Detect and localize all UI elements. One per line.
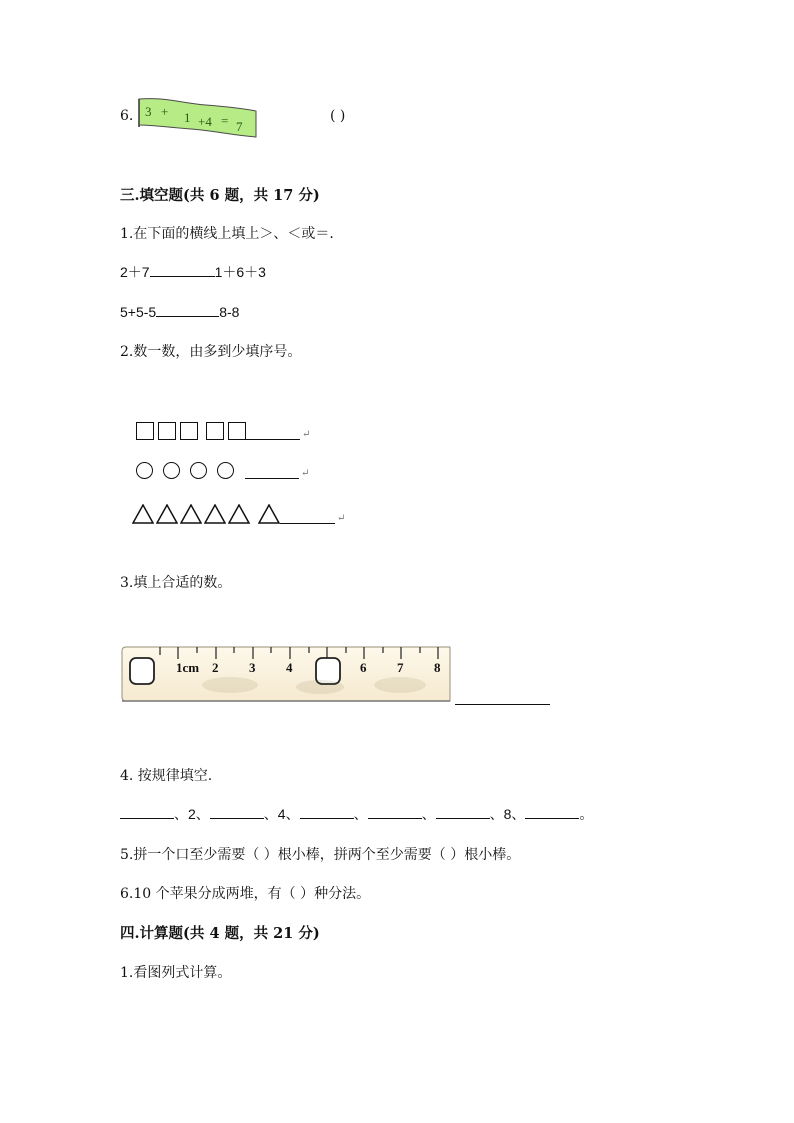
- ruler-label: 6: [360, 660, 367, 675]
- ruler-label: 8: [434, 660, 441, 675]
- sequence-line: [120, 804, 593, 824]
- banner-op: +: [161, 104, 169, 119]
- answer-blank[interactable]: [245, 464, 299, 479]
- comparison-left: 2＋7: [120, 264, 150, 280]
- comparison-right: 1＋6＋3: [214, 264, 266, 280]
- equation-banner: [136, 97, 258, 139]
- triangle-shape: [156, 504, 178, 524]
- separator: 、: [285, 806, 300, 822]
- separator: 、: [421, 806, 436, 822]
- circle-shape: [136, 462, 153, 479]
- circles-row: [136, 462, 309, 479]
- return-mark: ↵: [301, 468, 310, 479]
- answer-blank[interactable]: [210, 804, 264, 819]
- answer-parentheses: ( ): [330, 108, 346, 124]
- comparison-left: 5+5-5: [120, 304, 157, 320]
- question-prompt: 1.在下面的横线上填上＞、＜或＝.: [120, 226, 334, 242]
- answer-blank[interactable]: [246, 425, 300, 440]
- ruler-image: [120, 643, 452, 705]
- triangle-shape: [132, 504, 154, 524]
- banner-term: 1: [184, 110, 191, 125]
- banner-term: 3: [145, 104, 152, 119]
- answer-blank[interactable]: [300, 804, 354, 819]
- answer-blank[interactable]: [120, 804, 174, 819]
- square-shape: [180, 422, 198, 440]
- squares-row: [136, 422, 310, 440]
- answer-blank[interactable]: [150, 262, 215, 277]
- square-shape: [228, 422, 246, 440]
- question-prompt: 2.数一数，由多到少填序号。: [120, 344, 302, 360]
- sequence-value: 4: [277, 806, 286, 822]
- return-mark: ↵: [337, 513, 346, 524]
- triangle-shape: [204, 504, 226, 524]
- circle-shape: [217, 462, 234, 479]
- banner-term: +4: [198, 114, 212, 129]
- answer-blank[interactable]: [368, 804, 422, 819]
- banner-term: 7: [236, 119, 243, 134]
- separator: 、: [511, 806, 526, 822]
- ruler-label: 1cm: [176, 660, 200, 675]
- square-shape: [158, 422, 176, 440]
- section-title: 四.计算题(共 4 题，共 21 分): [120, 925, 320, 942]
- triangles-row: [132, 504, 345, 524]
- sequence-value: 8: [503, 806, 512, 822]
- circle-shape: [163, 462, 180, 479]
- period: 。: [579, 806, 594, 822]
- comparison-line: [120, 302, 239, 320]
- section-title: 三.填空题(共 6 题，共 17 分): [120, 187, 320, 204]
- ruler-label: 4: [286, 660, 293, 675]
- question-number: 6.: [120, 108, 134, 124]
- ruler-label: 2: [212, 660, 219, 675]
- question-prompt: 4. 按规律填空.: [120, 768, 213, 784]
- separator: 、: [263, 806, 278, 822]
- answer-blank[interactable]: [280, 509, 335, 524]
- triangle-shape: [258, 504, 280, 524]
- question-prompt: 3.填上合适的数。: [120, 575, 232, 591]
- answer-blank[interactable]: [455, 704, 550, 705]
- square-shape: [206, 422, 224, 440]
- question-prompt: 6.10 个苹果分成两堆，有（ ）种分法。: [120, 886, 371, 902]
- banner-op: =: [221, 113, 229, 128]
- square-shape: [136, 422, 154, 440]
- separator: 、: [174, 806, 188, 822]
- circle-shape: [190, 462, 207, 479]
- ruler-label: 7: [397, 660, 404, 675]
- separator: 、: [353, 806, 368, 822]
- sequence-value: 2: [188, 806, 196, 822]
- triangle-shape: [228, 504, 250, 524]
- question-prompt: 5.拼一个口至少需要（ ）根小棒，拼两个至少需要（ ）根小棒。: [120, 847, 521, 863]
- ruler-blank-box[interactable]: [130, 658, 154, 684]
- answer-blank[interactable]: [436, 804, 490, 819]
- question-prompt: 1.看图列式计算。: [120, 965, 232, 981]
- answer-blank[interactable]: [156, 302, 219, 317]
- separator: 、: [195, 806, 210, 822]
- separator: 、: [489, 806, 504, 822]
- comparison-line: [120, 262, 266, 282]
- return-mark: ↵: [302, 429, 311, 440]
- comparison-right: 8-8: [219, 304, 240, 320]
- triangle-shape: [180, 504, 202, 524]
- answer-blank[interactable]: [525, 804, 579, 819]
- ruler-label: 3: [249, 660, 256, 675]
